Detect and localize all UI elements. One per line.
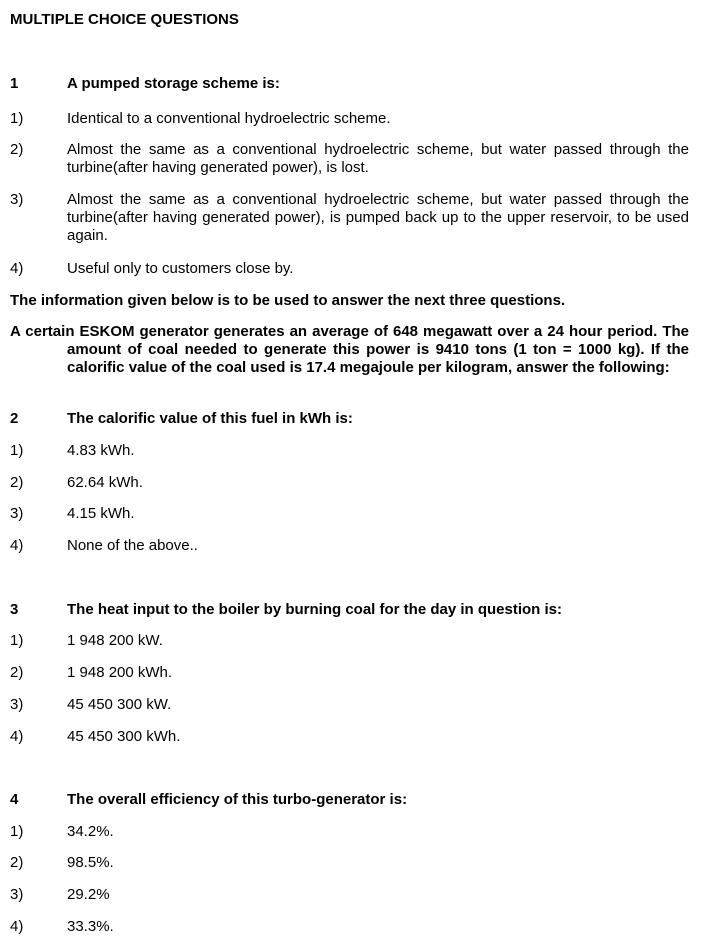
- question-text: The overall efficiency of this turbo-generator is:: [67, 791, 408, 808]
- option-label: 4): [10, 918, 24, 935]
- info-paragraph: A certain ESKOM generator generates an average of 648 megawatt over a 24 hour period. The amount of coal needed to generate this power is 9410 tons (1 ton = 1000 kg). If the calorific value of the coal used is 17.4 megajoule per kilogram, answer the following:: [10, 323, 689, 376]
- option-text: 1 948 200 kW.: [67, 632, 163, 649]
- info-intro: The information given below is to be used to answer the next three questions.: [10, 292, 566, 309]
- option-text: 98.5%.: [67, 854, 114, 871]
- question-number: 1: [10, 75, 19, 92]
- option-text: Almost the same as a conventional hydroelectric scheme, but water passed through the turbine(after having generated power), is pumped back up to the upper reservoir, to be used again.: [67, 191, 689, 244]
- question-text: The calorific value of this fuel in kWh is:: [67, 410, 353, 427]
- option-text: Almost the same as a conventional hydroelectric scheme, but water passed through the turbine(after having generated power), is lost.: [67, 141, 689, 176]
- option-text: 4.83 kWh.: [67, 442, 135, 459]
- question-number: 2: [10, 410, 19, 427]
- option-text: 62.64 kWh.: [67, 474, 143, 491]
- question-number: 4: [10, 791, 19, 808]
- option-text: Identical to a conventional hydroelectric scheme.: [67, 110, 391, 127]
- option-label: 4): [10, 728, 24, 745]
- option-label: 2): [10, 854, 24, 871]
- option-label: 2): [10, 141, 24, 158]
- option-label: 2): [10, 664, 24, 681]
- option-label: 4): [10, 260, 24, 277]
- option-text: 1 948 200 kWh.: [67, 664, 173, 681]
- option-text: Useful only to customers close by.: [67, 260, 294, 277]
- option-text: None of the above..: [67, 537, 198, 554]
- option-text: 4.15 kWh.: [67, 505, 135, 522]
- option-text: 34.2%.: [67, 823, 114, 840]
- option-label: 4): [10, 537, 24, 554]
- option-label: 2): [10, 474, 24, 491]
- page-title: MULTIPLE CHOICE QUESTIONS: [10, 11, 239, 28]
- option-label: 1): [10, 823, 24, 840]
- option-text: 33.3%.: [67, 918, 114, 935]
- option-text: 45 450 300 kWh.: [67, 728, 181, 745]
- option-label: 1): [10, 632, 24, 649]
- question-text: A pumped storage scheme is:: [67, 75, 280, 92]
- question-text: The heat input to the boiler by burning coal for the day in question is:: [67, 601, 563, 618]
- option-text: 45 450 300 kW.: [67, 696, 172, 713]
- option-label: 3): [10, 505, 24, 522]
- option-label: 1): [10, 110, 24, 127]
- question-number: 3: [10, 601, 19, 618]
- option-text: 29.2%: [67, 886, 110, 903]
- option-label: 3): [10, 191, 24, 208]
- option-label: 3): [10, 886, 24, 903]
- option-label: 3): [10, 696, 24, 713]
- option-label: 1): [10, 442, 24, 459]
